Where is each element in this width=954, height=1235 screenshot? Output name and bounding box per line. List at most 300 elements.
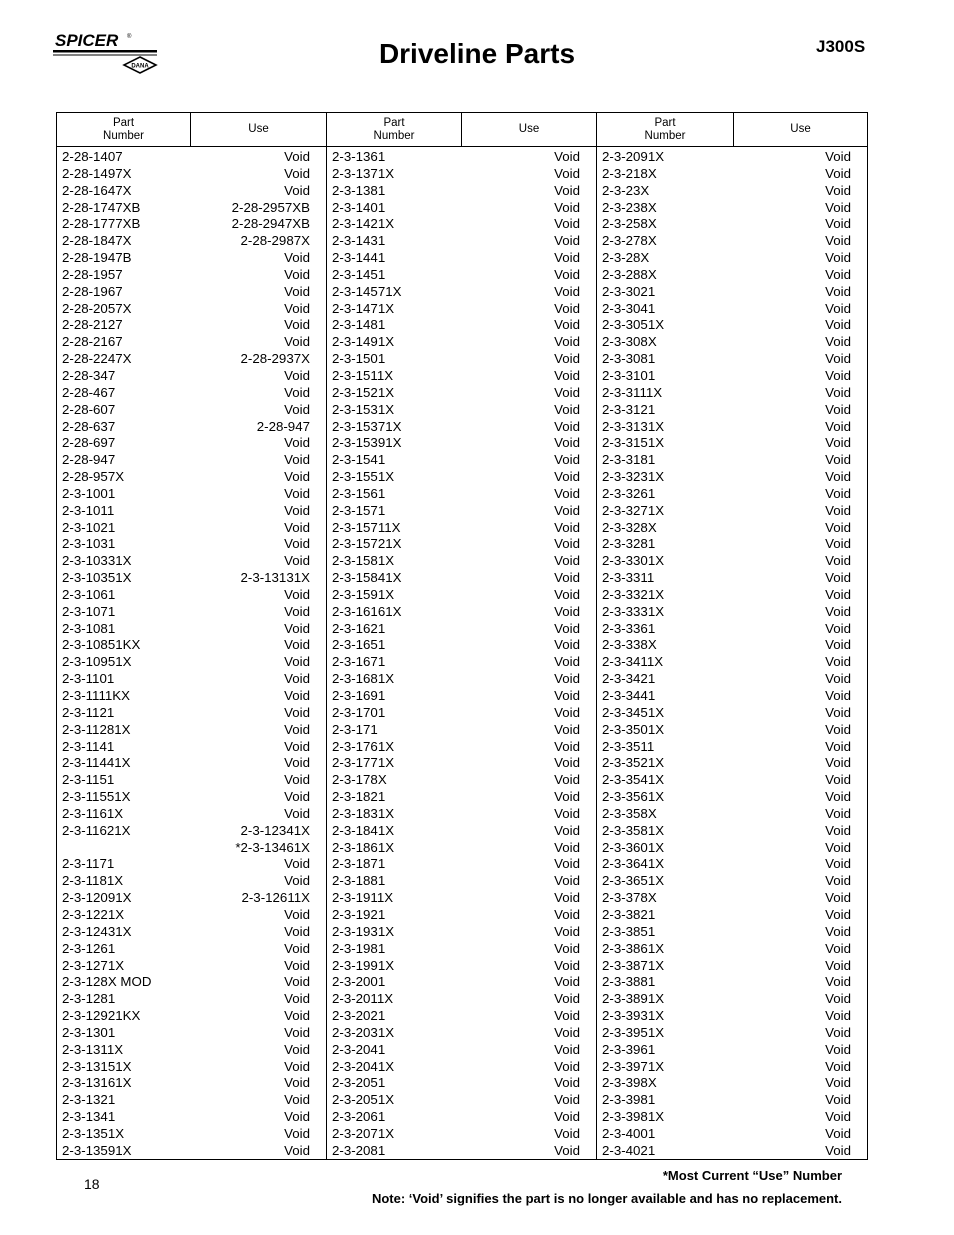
table-row xyxy=(327,469,596,486)
use-value: 2-28-2957XB xyxy=(231,199,310,215)
header-part-number-1: Part Number xyxy=(57,113,191,146)
use-value: Void xyxy=(554,637,580,653)
header-use-1: Use xyxy=(191,113,327,146)
use-value: Void xyxy=(554,1041,580,1057)
part-number: 2-3-1691 xyxy=(332,688,386,703)
part-number: 2-3-2051 xyxy=(332,1075,386,1091)
use-value: Void xyxy=(825,216,851,232)
table-row xyxy=(597,1075,867,1092)
use-value: Void xyxy=(825,772,851,788)
use-value: Void xyxy=(825,603,851,619)
table-row xyxy=(57,604,326,621)
use-value: Void xyxy=(554,839,580,855)
table-row xyxy=(327,722,596,739)
part-number: 2-3-128X MOD xyxy=(62,974,152,990)
table-row xyxy=(327,1143,596,1160)
use-value: 2-28-2947XB xyxy=(231,216,310,232)
table-row xyxy=(597,183,867,200)
table-row xyxy=(327,1109,596,1126)
table-row xyxy=(57,317,326,334)
part-number: 2-3-2091X xyxy=(602,149,665,164)
use-value: Void xyxy=(284,469,310,485)
table-row xyxy=(597,486,867,503)
table-row xyxy=(327,284,596,301)
part-number: 2-28-1777XB xyxy=(62,216,141,232)
table-row xyxy=(597,520,867,537)
part-number: 2-3-3331X xyxy=(602,603,665,619)
table-row xyxy=(597,654,867,671)
part-number: 2-3-10351X xyxy=(62,570,132,586)
table-row xyxy=(327,520,596,537)
use-value: Void xyxy=(284,1024,310,1040)
use-value: Void xyxy=(284,300,310,316)
use-value: Void xyxy=(825,536,851,552)
use-value: Void xyxy=(554,149,580,164)
use-value: Void xyxy=(284,1092,310,1108)
part-number: 2-3-15721X xyxy=(332,536,402,552)
part-number: 2-3-1431 xyxy=(332,233,386,249)
table-row xyxy=(327,250,596,267)
use-value: Void xyxy=(554,1024,580,1040)
table-row xyxy=(597,907,867,924)
table-row xyxy=(327,671,596,688)
part-number: 2-3-2011X xyxy=(332,991,394,1007)
table-row xyxy=(57,890,326,907)
table-row xyxy=(327,1092,596,1109)
table-row xyxy=(57,301,326,318)
part-number: 2-3-238X xyxy=(602,199,657,215)
use-value: Void xyxy=(825,1142,851,1158)
use-value: Void xyxy=(825,165,851,181)
table-row xyxy=(327,654,596,671)
logo-brand-text: SPICER xyxy=(55,31,119,50)
use-value: Void xyxy=(284,334,310,350)
use-value: Void xyxy=(284,637,310,653)
part-number: 2-28-1947B xyxy=(62,250,132,266)
use-value: 2-3-13131X xyxy=(240,570,310,586)
table-row xyxy=(597,823,867,840)
part-number: 2-3-1341 xyxy=(62,1109,116,1125)
part-number: 2-3-14571X xyxy=(332,283,402,299)
parts-table xyxy=(56,112,868,1160)
use-value: Void xyxy=(554,991,580,1007)
table-row xyxy=(597,991,867,1008)
use-value: Void xyxy=(825,1008,851,1024)
use-value: Void xyxy=(825,620,851,636)
part-number: 2-3-2001 xyxy=(332,974,386,990)
part-number: 2-28-467 xyxy=(62,384,116,400)
use-value: Void xyxy=(284,317,310,333)
use-value: Void xyxy=(284,805,310,821)
part-number: 2-3-3081 xyxy=(602,351,656,367)
table-row xyxy=(597,250,867,267)
use-value: Void xyxy=(825,384,851,400)
part-number: 2-3-3981X xyxy=(602,1109,665,1125)
table-row xyxy=(597,1126,867,1143)
use-value: Void xyxy=(825,755,851,771)
part-number: 2-3-1871 xyxy=(332,856,386,872)
use-value: Void xyxy=(554,452,580,468)
use-value: Void xyxy=(554,688,580,703)
table-row xyxy=(597,840,867,857)
table-row xyxy=(57,907,326,924)
use-value: Void xyxy=(284,940,310,956)
use-value: Void xyxy=(554,536,580,552)
use-value: Void xyxy=(284,435,310,451)
use-value: Void xyxy=(284,688,310,703)
table-row xyxy=(597,503,867,520)
use-value: Void xyxy=(554,283,580,299)
use-value: Void xyxy=(825,1092,851,1108)
use-value: Void xyxy=(284,704,310,720)
part-number: 2-3-1591X xyxy=(332,586,395,602)
table-row xyxy=(327,974,596,991)
table-row xyxy=(597,351,867,368)
table-row xyxy=(57,1042,326,1059)
part-number: 2-3-1031 xyxy=(62,536,116,552)
use-value: Void xyxy=(554,1008,580,1024)
table-body xyxy=(57,147,867,1160)
table-column-2 xyxy=(327,147,597,1160)
use-value: Void xyxy=(284,266,310,282)
use-value: Void xyxy=(284,957,310,973)
table-row xyxy=(597,739,867,756)
table-row xyxy=(57,637,326,654)
part-number: 2-3-23X xyxy=(602,182,650,198)
use-value: Void xyxy=(554,351,580,367)
use-value: Void xyxy=(554,317,580,333)
table-row xyxy=(57,452,326,469)
use-value: Void xyxy=(284,620,310,636)
part-number: 2-3-378X xyxy=(602,890,657,906)
use-value: Void xyxy=(825,367,851,383)
part-number: 2-28-1497X xyxy=(62,165,132,181)
use-value: Void xyxy=(284,1125,310,1141)
use-value: Void xyxy=(284,654,310,670)
use-value: Void xyxy=(554,940,580,956)
table-row xyxy=(597,873,867,890)
table-row xyxy=(597,267,867,284)
part-number: 2-3-171 xyxy=(332,721,378,737)
use-value: Void xyxy=(284,452,310,468)
use-value: Void xyxy=(554,620,580,636)
table-row xyxy=(327,958,596,975)
table-row xyxy=(597,637,867,654)
part-number: 2-3-1021 xyxy=(62,519,116,535)
table-row xyxy=(597,722,867,739)
table-row xyxy=(57,654,326,671)
part-number: 2-3-11441X xyxy=(62,755,131,771)
use-value: Void xyxy=(825,721,851,737)
part-number: 2-3-3951X xyxy=(602,1024,665,1040)
part-number: 2-3-10951X xyxy=(62,654,132,670)
table-row xyxy=(597,1042,867,1059)
use-value: Void xyxy=(284,772,310,788)
part-number: 2-3-1501 xyxy=(332,351,386,367)
table-row xyxy=(327,755,596,772)
table-row xyxy=(327,991,596,1008)
part-number: 2-3-16161X xyxy=(332,603,402,619)
table-row xyxy=(57,722,326,739)
part-number: 2-3-1081 xyxy=(62,620,116,636)
table-row xyxy=(57,1109,326,1126)
part-number: 2-3-3301X xyxy=(602,553,665,569)
part-number: 2-3-3961 xyxy=(602,1041,656,1057)
use-value: Void xyxy=(825,586,851,602)
part-number: 2-3-1981 xyxy=(332,940,386,956)
part-number: 2-3-1571 xyxy=(332,502,386,518)
use-value: Void xyxy=(825,957,851,973)
part-number: 2-3-1991X xyxy=(332,957,395,973)
table-row xyxy=(327,907,596,924)
use-value: Void xyxy=(825,906,851,922)
part-number: 2-3-3311 xyxy=(602,570,655,586)
part-number: 2-3-2081 xyxy=(332,1142,386,1158)
table-row xyxy=(597,755,867,772)
table-row xyxy=(327,149,596,166)
use-value: Void xyxy=(284,1058,310,1074)
use-value: Void xyxy=(825,991,851,1007)
use-value: Void xyxy=(825,199,851,215)
use-value: Void xyxy=(554,906,580,922)
table-row xyxy=(57,789,326,806)
part-number: 2-3-1551X xyxy=(332,469,395,485)
part-number: 2-3-288X xyxy=(602,266,657,282)
part-number: 2-3-15841X xyxy=(332,570,402,586)
table-row xyxy=(327,705,596,722)
table-row xyxy=(57,705,326,722)
use-value: Void xyxy=(825,974,851,990)
table-row xyxy=(327,334,596,351)
table-row xyxy=(57,520,326,537)
table-row xyxy=(597,317,867,334)
header-part-number-2: Part Number xyxy=(327,113,462,146)
table-row xyxy=(57,402,326,419)
use-value: Void xyxy=(825,485,851,501)
part-number: 2-28-607 xyxy=(62,401,116,417)
part-number: 2-3-1121 xyxy=(62,704,115,720)
table-row xyxy=(597,688,867,705)
table-row xyxy=(597,587,867,604)
part-number: 2-3-12431X xyxy=(62,923,132,939)
part-number: 2-3-2041X xyxy=(332,1058,395,1074)
table-row xyxy=(327,385,596,402)
use-value: 2-28-2937X xyxy=(240,351,310,367)
part-number: 2-28-2057X xyxy=(62,300,132,316)
part-number: 2-3-1311X xyxy=(62,1041,124,1057)
part-number: 2-3-178X xyxy=(332,772,387,788)
use-value: Void xyxy=(554,822,580,838)
use-value: Void xyxy=(284,182,310,198)
part-number: 2-3-12091X xyxy=(62,890,132,906)
part-number: 2-3-11281X xyxy=(62,721,131,737)
part-number: 2-3-3821 xyxy=(602,906,656,922)
part-number: 2-3-13591X xyxy=(62,1142,132,1158)
table-row xyxy=(57,435,326,452)
part-number: 2-3-10851KX xyxy=(62,637,141,653)
table-row xyxy=(327,570,596,587)
table-row xyxy=(57,233,326,250)
part-number: 2-28-1647X xyxy=(62,182,132,198)
part-number: 2-3-1581X xyxy=(332,553,395,569)
part-number: 2-3-358X xyxy=(602,805,657,821)
part-number: 2-3-3361 xyxy=(602,620,656,636)
use-value: Void xyxy=(554,1075,580,1091)
table-row xyxy=(327,688,596,705)
use-value: Void xyxy=(554,805,580,821)
use-value: Void xyxy=(284,1008,310,1024)
use-value: Void xyxy=(554,250,580,266)
table-row xyxy=(327,1025,596,1042)
use-value: Void xyxy=(284,873,310,889)
part-number: 2-28-1967 xyxy=(62,283,123,299)
page-number: 18 xyxy=(84,1176,100,1192)
part-number: 2-3-328X xyxy=(602,519,657,535)
table-row xyxy=(327,267,596,284)
use-value: Void xyxy=(825,856,851,872)
part-number: 2-28-1747XB xyxy=(62,199,141,215)
part-number: 2-28-2247X xyxy=(62,351,132,367)
table-row xyxy=(327,840,596,857)
table-row xyxy=(327,637,596,654)
use-value: Void xyxy=(284,165,310,181)
table-row xyxy=(57,823,326,840)
use-value: Void xyxy=(554,165,580,181)
part-number: 2-3-3521X xyxy=(602,755,665,771)
table-row xyxy=(327,823,596,840)
table-row xyxy=(57,924,326,941)
part-number: 2-3-338X xyxy=(602,637,657,653)
use-value: Void xyxy=(554,789,580,805)
part-number: 2-3-1541 xyxy=(332,452,386,468)
use-value: Void xyxy=(554,553,580,569)
use-value: Void xyxy=(825,637,851,653)
part-number: 2-3-3651X xyxy=(602,873,665,889)
table-row xyxy=(57,419,326,436)
part-number: 2-3-1521X xyxy=(332,384,395,400)
part-number: 2-3-3111X xyxy=(602,384,663,400)
table-row xyxy=(327,1126,596,1143)
table-row xyxy=(327,166,596,183)
table-row xyxy=(597,233,867,250)
part-number: 2-3-3981 xyxy=(602,1092,656,1108)
use-value: Void xyxy=(554,469,580,485)
part-number: 2-3-15391X xyxy=(332,435,402,451)
use-value: Void xyxy=(825,671,851,687)
use-value: Void xyxy=(284,974,310,990)
table-row xyxy=(597,958,867,975)
part-number: 2-3-3411X xyxy=(602,654,664,670)
part-number: 2-3-3151X xyxy=(602,435,665,451)
use-value: Void xyxy=(554,603,580,619)
use-value: 2-3-12611X xyxy=(241,890,310,906)
use-value: Void xyxy=(825,738,851,754)
part-number: 2-28-947 xyxy=(62,452,116,468)
use-value: Void xyxy=(554,957,580,973)
void-note: Note: ‘Void’ signifies the part is no longer available and has no replacement. xyxy=(371,1191,842,1206)
svg-text:®: ® xyxy=(127,34,132,40)
table-row xyxy=(57,739,326,756)
part-number: 2-3-1511X xyxy=(332,367,394,383)
table-row xyxy=(327,739,596,756)
table-row xyxy=(327,536,596,553)
use-value: Void xyxy=(554,1058,580,1074)
table-row xyxy=(57,368,326,385)
table-row xyxy=(327,317,596,334)
use-value: Void xyxy=(284,721,310,737)
table-row xyxy=(57,469,326,486)
use-value: Void xyxy=(825,334,851,350)
table-row xyxy=(57,958,326,975)
part-number: 2-3-3051X xyxy=(602,317,665,333)
table-row xyxy=(57,671,326,688)
use-value: Void xyxy=(825,873,851,889)
part-number: 2-3-3871X xyxy=(602,957,665,973)
use-value: Void xyxy=(554,873,580,889)
use-value: Void xyxy=(825,502,851,518)
use-value: Void xyxy=(284,603,310,619)
use-value: Void xyxy=(825,1024,851,1040)
part-number: 2-28-957X xyxy=(62,469,125,485)
part-number: 2-28-697 xyxy=(62,435,116,451)
table-row xyxy=(327,368,596,385)
part-number: 2-28-1407 xyxy=(62,149,123,164)
use-value: Void xyxy=(825,317,851,333)
most-current-note: *Most Current “Use” Number xyxy=(662,1168,842,1183)
use-value: Void xyxy=(554,1092,580,1108)
use-value: Void xyxy=(554,721,580,737)
part-number: 2-3-3541X xyxy=(602,772,665,788)
table-row xyxy=(597,1059,867,1076)
table-row xyxy=(57,334,326,351)
use-value: Void xyxy=(284,536,310,552)
part-number: 2-3-1491X xyxy=(332,334,395,350)
part-number: 2-3-1071 xyxy=(62,603,116,619)
use-value: Void xyxy=(284,502,310,518)
use-value: Void xyxy=(554,738,580,754)
part-number: 2-28-2167 xyxy=(62,334,123,350)
use-value: Void xyxy=(825,1109,851,1125)
table-row xyxy=(597,216,867,233)
table-row xyxy=(57,570,326,587)
table-row xyxy=(57,503,326,520)
table-row xyxy=(327,1042,596,1059)
use-value: Void xyxy=(554,367,580,383)
part-number: 2-3-1101 xyxy=(62,671,115,687)
use-value: Void xyxy=(284,738,310,754)
header-part-number-3: Part Number xyxy=(597,113,734,146)
part-number: 2-3-1761X xyxy=(332,738,395,754)
part-number: 2-3-278X xyxy=(602,233,657,249)
use-value: Void xyxy=(554,755,580,771)
table-row xyxy=(57,1092,326,1109)
table-row xyxy=(57,1025,326,1042)
use-value: Void xyxy=(554,519,580,535)
part-number: 2-3-1931X xyxy=(332,923,395,939)
table-row xyxy=(57,267,326,284)
use-value: Void xyxy=(284,991,310,1007)
part-number: 2-3-3931X xyxy=(602,1008,665,1024)
use-value: Void xyxy=(825,351,851,367)
part-number: 2-3-1671 xyxy=(332,654,386,670)
part-number: 2-3-1061 xyxy=(62,586,116,602)
table-row xyxy=(597,301,867,318)
part-number: 2-3-2031X xyxy=(332,1024,395,1040)
part-number: 2-3-2041 xyxy=(332,1041,386,1057)
table-row xyxy=(327,941,596,958)
use-value: Void xyxy=(554,1109,580,1125)
table-row xyxy=(57,941,326,958)
